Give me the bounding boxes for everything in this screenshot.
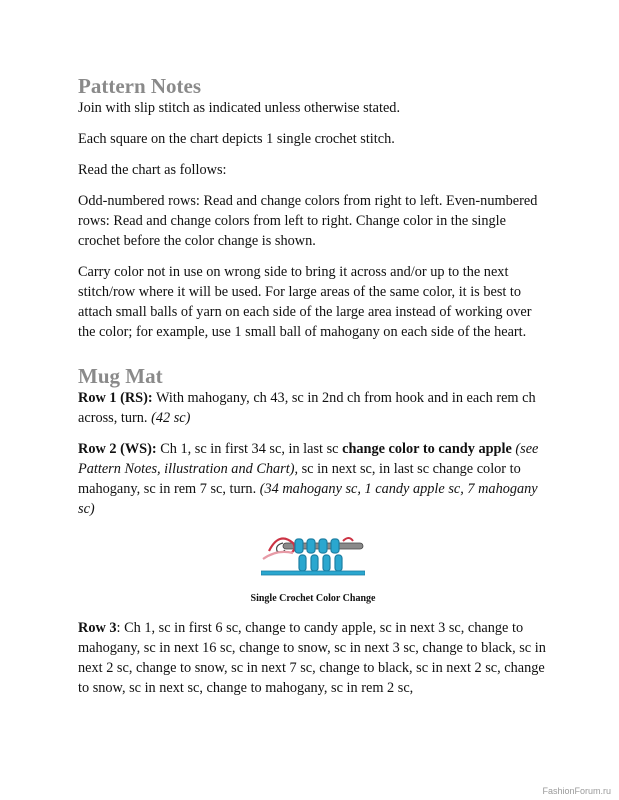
note-paragraph-5: Carry color not in use on wrong side to bring it across and/or up to the next stitch/row where it will be used. For large areas of the same color, it is best to attach small balls of yarn on each side of the large area instead of working over the color; for example, use 1 small ball of mahogany on each side of the heart. bbox=[78, 264, 532, 340]
row-1-text: With mahogany, ch 43, sc in 2nd ch from hook and in each rem ch across, turn. bbox=[78, 390, 536, 426]
note-paragraph-1: Join with slip stitch as indicated unless otherwise stated. bbox=[78, 100, 401, 116]
row-3-text: : Ch 1, sc in first 6 sc, change to candy apple, sc in next 3 sc, change to mahogany, sc in next 16 sc, change to snow, sc in next 3 sc, change to black, sc in next 2 sc, change to snow, sc in next 7 sc, change to black, sc in next 2 sc, change to snow, sc in next sc, change to mahogany, sc in rem 2 sc, bbox=[78, 620, 546, 696]
color-change-illustration bbox=[78, 531, 548, 605]
note-paragraph-4: Odd-numbered rows: Read and change colors from right to left. Even-numbered rows: Read and change colors from left to right. Change color in the single crochet before the color change is shown. bbox=[78, 193, 538, 249]
row-3-instruction bbox=[78, 618, 548, 698]
note-paragraph-3: Read the chart as follows: bbox=[78, 162, 227, 178]
crochet-hook-illustration-icon bbox=[261, 531, 365, 579]
page-content bbox=[78, 74, 548, 709]
row-1-instruction bbox=[78, 388, 548, 428]
note-paragraph-2: Each square on the chart depicts 1 single crochet stitch. bbox=[78, 131, 395, 147]
row-2-text-a: Ch 1, sc in first 34 sc, in last sc bbox=[156, 441, 343, 457]
mug-mat-heading: Mug Mat bbox=[78, 364, 163, 388]
row-2-italic-a: (see Pattern Notes, illustration and Chart), bbox=[78, 441, 539, 477]
row-2-text-b: sc in next sc, in last sc change color to mahogany, sc in rem 7 sc, turn. bbox=[78, 461, 521, 497]
figure-caption: Single Crochet Color Change bbox=[250, 593, 376, 604]
row-1-label: Row 1 (RS): bbox=[78, 390, 153, 406]
pattern-notes-heading: Pattern Notes bbox=[78, 74, 202, 98]
site-watermark: FashionForum.ru bbox=[542, 786, 611, 796]
row-2-instruction bbox=[78, 439, 548, 519]
row-2-count: (34 mahogany sc, 1 candy apple sc, 7 mahogany sc) bbox=[78, 481, 538, 517]
row-2-label: Row 2 (WS): bbox=[78, 441, 157, 457]
row-2-bold: change color to candy apple bbox=[342, 441, 512, 457]
row-1-count: (42 sc) bbox=[151, 410, 191, 426]
row-3-label: Row 3 bbox=[78, 620, 117, 636]
